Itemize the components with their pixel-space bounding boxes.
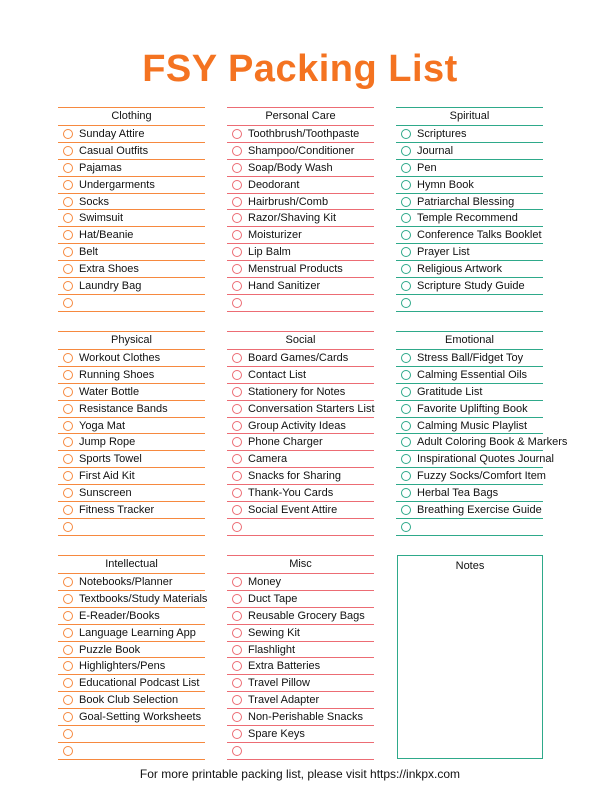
- checklist-item[interactable]: [58, 194, 205, 211]
- checkbox-circle-icon[interactable]: [232, 197, 242, 207]
- checkbox-circle-icon[interactable]: [63, 695, 73, 705]
- checkbox-circle-icon[interactable]: [401, 488, 411, 498]
- checklist-item-label: Thank-You Cards: [248, 487, 334, 500]
- checkbox-circle-icon[interactable]: [401, 281, 411, 291]
- checkbox-circle-icon[interactable]: [401, 437, 411, 447]
- checkbox-circle-icon[interactable]: [232, 129, 242, 139]
- checkbox-circle-icon[interactable]: [232, 661, 242, 671]
- checklist-item-label: Calming Essential Oils: [417, 368, 528, 381]
- checklist-item[interactable]: [227, 591, 374, 608]
- checkbox-circle-icon[interactable]: [63, 454, 73, 464]
- checklist-item-label: Sports Towel: [79, 453, 142, 466]
- checklist-item[interactable]: [58, 642, 205, 659]
- checklist-item[interactable]: [227, 434, 374, 451]
- checkbox-circle-icon[interactable]: [63, 611, 73, 621]
- checklist-item-label: Fuzzy Socks/Comfort Item: [417, 470, 546, 483]
- checkbox-circle-icon[interactable]: [63, 505, 73, 515]
- checklist-item[interactable]: [227, 502, 374, 519]
- checklist-item[interactable]: [396, 384, 543, 401]
- checklist-item[interactable]: [227, 143, 374, 160]
- checklist-item-label: Textbooks/Study Materials: [79, 592, 208, 605]
- checkbox-circle-icon[interactable]: [63, 281, 73, 291]
- checkbox-circle-icon[interactable]: [63, 678, 73, 688]
- checklist-item-label: Conference Talks Booklet: [417, 229, 542, 242]
- checklist: [58, 574, 208, 760]
- checklist-item[interactable]: [227, 244, 374, 261]
- section-heading: Personal Care: [227, 107, 374, 126]
- checklist-item-label: Belt: [79, 246, 98, 259]
- checklist-item-label: Hairbrush/Comb: [248, 195, 329, 208]
- checklist-item-label: Spare Keys: [248, 727, 305, 740]
- checklist-item-label: Board Games/Cards: [248, 351, 349, 364]
- checklist-item[interactable]: [227, 401, 374, 418]
- checklist-item-label: Soap/Body Wash: [248, 161, 333, 174]
- checkbox-circle-icon[interactable]: [232, 213, 242, 223]
- checkbox-circle-icon[interactable]: [63, 645, 73, 655]
- checkbox-circle-icon[interactable]: [63, 471, 73, 481]
- checklist-item-label: Camera: [248, 453, 288, 466]
- checklist-item[interactable]: [396, 401, 543, 418]
- checklist-item-label: Water Bottle: [79, 385, 140, 398]
- footer-text: For more printable packing list, please visit https://inkpx.com: [139, 767, 461, 781]
- checkbox-circle-icon[interactable]: [232, 146, 242, 156]
- checklist-item[interactable]: [227, 418, 374, 435]
- checklist-item-label: Razor/Shaving Kit: [248, 212, 337, 225]
- checkbox-circle-icon[interactable]: [232, 404, 242, 414]
- checklist-item[interactable]: [227, 675, 374, 692]
- checkbox-circle-icon[interactable]: [63, 370, 73, 380]
- checklist-item[interactable]: [396, 177, 543, 194]
- checkbox-circle-icon[interactable]: [232, 678, 242, 688]
- checklist-item[interactable]: [396, 367, 543, 384]
- section-social: [227, 331, 374, 536]
- checklist-item[interactable]: [58, 261, 205, 278]
- checkbox-circle-icon[interactable]: [232, 247, 242, 257]
- checklist-item[interactable]: [58, 143, 205, 160]
- checkbox-circle-icon[interactable]: [401, 197, 411, 207]
- checklist-item-label: Scriptures: [417, 127, 467, 140]
- checklist-item-label: Patriarchal Blessing: [417, 195, 515, 208]
- checkbox-circle-icon[interactable]: [63, 594, 73, 604]
- checklist-item-label: E-Reader/Books: [79, 609, 160, 622]
- checkbox-circle-icon[interactable]: [63, 712, 73, 722]
- checkbox-circle-icon[interactable]: [63, 522, 73, 532]
- checklist-item[interactable]: [58, 608, 205, 625]
- checkbox-circle-icon[interactable]: [401, 370, 411, 380]
- checkbox-circle-icon[interactable]: [63, 213, 73, 223]
- checklist-item[interactable]: [227, 451, 374, 468]
- checkbox-circle-icon[interactable]: [63, 353, 73, 363]
- section-heading: Misc: [227, 555, 374, 574]
- checklist-item-label: Scripture Study Guide: [417, 279, 525, 292]
- checklist-item-label: Extra Shoes: [79, 263, 139, 276]
- checklist-item[interactable]: [396, 434, 568, 451]
- checkbox-circle-icon[interactable]: [232, 281, 242, 291]
- checkbox-circle-icon[interactable]: [401, 421, 411, 431]
- section-personal-care: [227, 107, 374, 312]
- checklist-item[interactable]: [58, 591, 208, 608]
- checkbox-circle-icon[interactable]: [401, 146, 411, 156]
- checklist-item[interactable]: [227, 177, 374, 194]
- checkbox-circle-icon[interactable]: [401, 129, 411, 139]
- checklist-item-label: Adult Coloring Book & Markers: [417, 436, 568, 449]
- checklist-item[interactable]: [58, 519, 205, 536]
- checkbox-circle-icon[interactable]: [401, 471, 411, 481]
- checklist-item[interactable]: [227, 210, 374, 227]
- checklist-item-label: Resistance Bands: [79, 402, 168, 415]
- checkbox-circle-icon[interactable]: [63, 421, 73, 431]
- checklist-item[interactable]: [227, 726, 374, 743]
- checkbox-circle-icon[interactable]: [232, 594, 242, 604]
- checklist: [227, 574, 374, 760]
- checkbox-circle-icon[interactable]: [232, 353, 242, 363]
- checklist-item[interactable]: [396, 468, 546, 485]
- checkbox-circle-icon[interactable]: [232, 712, 242, 722]
- checklist-item-label: Social Event Attire: [248, 503, 338, 516]
- checklist-item-label: Gratitude List: [417, 385, 483, 398]
- checkbox-circle-icon[interactable]: [232, 230, 242, 240]
- section-intellectual: [58, 555, 208, 760]
- checklist-item-label: Travel Adapter: [248, 694, 320, 707]
- checklist-item[interactable]: [227, 295, 374, 312]
- checkbox-circle-icon[interactable]: [63, 298, 73, 308]
- checklist-item[interactable]: [58, 350, 205, 367]
- checkbox-circle-icon[interactable]: [63, 746, 73, 756]
- checkbox-circle-icon[interactable]: [63, 180, 73, 190]
- checklist-item[interactable]: [396, 418, 543, 435]
- checklist-item[interactable]: [58, 502, 205, 519]
- section-physical: [58, 331, 205, 536]
- checkbox-circle-icon[interactable]: [63, 129, 73, 139]
- checklist-item[interactable]: [58, 278, 205, 295]
- checklist-item[interactable]: [227, 367, 374, 384]
- checklist: [58, 350, 205, 536]
- checklist-item-label: Inspirational Quotes Journal: [417, 453, 554, 466]
- checklist-item[interactable]: [58, 160, 205, 177]
- checklist-item-label: Jump Rope: [79, 436, 136, 449]
- checkbox-circle-icon[interactable]: [401, 247, 411, 257]
- section-spiritual: [396, 107, 543, 312]
- checkbox-circle-icon[interactable]: [232, 628, 242, 638]
- checklist-item-label: Educational Podcast List: [79, 677, 200, 690]
- checklist-item-label: Undergarments: [79, 178, 155, 191]
- page-title: FSY Packing List: [142, 48, 458, 90]
- checkbox-circle-icon[interactable]: [401, 264, 411, 274]
- checklist: [227, 350, 374, 536]
- checklist-item[interactable]: [227, 278, 374, 295]
- section-emotional: [396, 331, 568, 536]
- checkbox-circle-icon[interactable]: [232, 488, 242, 498]
- checklist-item[interactable]: [227, 692, 374, 709]
- checklist-item[interactable]: [227, 350, 374, 367]
- checklist-item[interactable]: [58, 726, 205, 743]
- checklist-item-label: Pajamas: [79, 161, 122, 174]
- checklist-item-label: Flashlight: [248, 643, 296, 656]
- checklist-item-label: Puzzle Book: [79, 643, 141, 656]
- checklist-item-label: Hand Sanitizer: [248, 279, 321, 292]
- checklist-item[interactable]: [58, 434, 205, 451]
- checklist-item[interactable]: [396, 126, 543, 143]
- checklist-item-label: Highlighters/Pens: [79, 660, 166, 673]
- checkbox-circle-icon[interactable]: [401, 213, 411, 223]
- checkbox-circle-icon[interactable]: [232, 180, 242, 190]
- checklist-item[interactable]: [227, 485, 374, 502]
- checkbox-circle-icon[interactable]: [401, 404, 411, 414]
- checkbox-circle-icon[interactable]: [232, 298, 242, 308]
- checklist-item-label: Toothbrush/Toothpaste: [248, 127, 360, 140]
- section-heading: Physical: [58, 331, 205, 350]
- checklist-item[interactable]: [58, 210, 205, 227]
- checklist-item[interactable]: [58, 675, 205, 692]
- checklist-item[interactable]: [396, 485, 543, 502]
- checkbox-circle-icon[interactable]: [63, 729, 73, 739]
- checklist-item-label: Socks: [79, 195, 109, 208]
- checkbox-circle-icon[interactable]: [232, 163, 242, 173]
- checklist-item[interactable]: [227, 658, 374, 675]
- checklist-item-label: Swimsuit: [79, 212, 124, 225]
- checkbox-circle-icon[interactable]: [232, 729, 242, 739]
- checkbox-circle-icon[interactable]: [232, 505, 242, 515]
- checkbox-circle-icon[interactable]: [63, 163, 73, 173]
- checklist-item-label: Deodorant: [248, 178, 300, 191]
- checklist-item[interactable]: [396, 451, 554, 468]
- checklist-item-label: Duct Tape: [248, 592, 298, 605]
- checkbox-circle-icon[interactable]: [401, 454, 411, 464]
- checkbox-circle-icon[interactable]: [63, 488, 73, 498]
- checklist-item[interactable]: [58, 401, 205, 418]
- section-misc: [227, 555, 374, 760]
- checklist-item-label: Stress Ball/Fidget Toy: [417, 351, 524, 364]
- checklist-item-label: Sunscreen: [79, 487, 132, 500]
- checklist: [396, 350, 568, 536]
- checklist-item[interactable]: [58, 367, 205, 384]
- checkbox-circle-icon[interactable]: [232, 522, 242, 532]
- checklist: [58, 126, 205, 312]
- checklist-item-label: Lip Balm: [248, 246, 291, 259]
- checklist-item-label: First Aid Kit: [79, 470, 135, 483]
- checkbox-circle-icon[interactable]: [63, 247, 73, 257]
- checklist-item[interactable]: [227, 574, 374, 591]
- checklist-item-label: Notebooks/Planner: [79, 575, 173, 588]
- checkbox-circle-icon[interactable]: [232, 645, 242, 655]
- checklist-item[interactable]: [58, 126, 205, 143]
- checkbox-circle-icon[interactable]: [63, 264, 73, 274]
- checklist-item-label: Breathing Exercise Guide: [417, 503, 542, 516]
- checkbox-circle-icon[interactable]: [232, 421, 242, 431]
- checklist-item-label: Stationery for Notes: [248, 385, 346, 398]
- checkbox-circle-icon[interactable]: [232, 437, 242, 447]
- checkbox-circle-icon[interactable]: [232, 746, 242, 756]
- checkbox-circle-icon[interactable]: [63, 437, 73, 447]
- checklist-item[interactable]: [396, 143, 543, 160]
- checklist-item[interactable]: [396, 210, 543, 227]
- checkbox-circle-icon[interactable]: [232, 471, 242, 481]
- checklist-item[interactable]: [396, 160, 543, 177]
- checklist-item-label: Religious Artwork: [417, 263, 502, 276]
- checklist-item[interactable]: [396, 278, 543, 295]
- checklist: [396, 126, 543, 312]
- checklist-item[interactable]: [58, 384, 205, 401]
- checkbox-circle-icon[interactable]: [401, 505, 411, 515]
- checklist-item[interactable]: [58, 574, 205, 591]
- checklist-item[interactable]: [58, 743, 205, 760]
- checkbox-circle-icon[interactable]: [401, 180, 411, 190]
- checkbox-circle-icon[interactable]: [63, 628, 73, 638]
- checklist-item[interactable]: [396, 350, 543, 367]
- checkbox-circle-icon[interactable]: [63, 577, 73, 587]
- checkbox-circle-icon[interactable]: [232, 611, 242, 621]
- checkbox-circle-icon[interactable]: [63, 404, 73, 414]
- section-heading: Social: [227, 331, 374, 350]
- checklist-item[interactable]: [58, 244, 205, 261]
- checkbox-circle-icon[interactable]: [232, 264, 242, 274]
- section-heading: Intellectual: [58, 555, 205, 574]
- checklist-item-label: Conversation Starters List: [248, 402, 375, 415]
- checklist-item-label: Money: [248, 575, 282, 588]
- checklist-item-label: Language Learning App: [79, 626, 196, 639]
- checklist-item-label: Calming Music Playlist: [417, 419, 528, 432]
- checklist-item[interactable]: [58, 295, 205, 312]
- checkbox-circle-icon[interactable]: [401, 230, 411, 240]
- checklist-item[interactable]: [58, 177, 205, 194]
- section-heading: Clothing: [58, 107, 205, 126]
- checklist-item-label: Favorite Uplifting Book: [417, 402, 528, 415]
- checklist-item-label: Hat/Beanie: [79, 229, 134, 242]
- checklist-item[interactable]: [396, 261, 543, 278]
- checkbox-circle-icon[interactable]: [232, 577, 242, 587]
- checklist-item[interactable]: [58, 692, 205, 709]
- checklist-item[interactable]: [227, 194, 374, 211]
- checkbox-circle-icon[interactable]: [232, 454, 242, 464]
- checklist-item-label: Phone Charger: [248, 436, 323, 449]
- checklist-item-label: Extra Batteries: [248, 660, 321, 673]
- checklist-item-label: Reusable Grocery Bags: [248, 609, 365, 622]
- checklist-item-label: Prayer List: [417, 246, 470, 259]
- checklist-item-label: Pen: [417, 161, 437, 174]
- checkbox-circle-icon[interactable]: [401, 298, 411, 308]
- checklist-item[interactable]: [227, 126, 374, 143]
- checklist-item[interactable]: [396, 244, 543, 261]
- checklist-item-label: Journal: [417, 144, 454, 157]
- checklist-item-label: Temple Recommend: [417, 212, 518, 225]
- checklist-item-label: Yoga Mat: [79, 419, 126, 432]
- checkbox-circle-icon[interactable]: [63, 230, 73, 240]
- section-heading: Spiritual: [396, 107, 543, 126]
- checklist-item[interactable]: [396, 295, 543, 312]
- checklist-item[interactable]: [227, 261, 374, 278]
- checklist-item[interactable]: [396, 519, 543, 536]
- checkbox-circle-icon[interactable]: [63, 661, 73, 671]
- checklist-item-label: Herbal Tea Bags: [417, 487, 499, 500]
- checkbox-circle-icon[interactable]: [232, 387, 242, 397]
- checkbox-circle-icon[interactable]: [232, 370, 242, 380]
- checklist-item-label: Sewing Kit: [248, 626, 300, 639]
- checkbox-circle-icon[interactable]: [401, 522, 411, 532]
- checklist-item[interactable]: [227, 608, 374, 625]
- checklist-item-label: Non-Perishable Snacks: [248, 711, 363, 724]
- checklist-item[interactable]: [58, 658, 205, 675]
- checklist-item[interactable]: [227, 642, 374, 659]
- checklist-item[interactable]: [58, 468, 205, 485]
- checklist-item-label: Workout Clothes: [79, 351, 161, 364]
- checklist-item-label: Book Club Selection: [79, 694, 179, 707]
- checklist-item[interactable]: [227, 227, 374, 244]
- checklist-item[interactable]: [227, 625, 374, 642]
- checklist-item-label: Casual Outfits: [79, 144, 149, 157]
- checklist-item-label: Goal-Setting Worksheets: [79, 711, 202, 724]
- checklist-item-label: Snacks for Sharing: [248, 470, 341, 483]
- section-clothing: [58, 107, 205, 312]
- checkbox-circle-icon[interactable]: [401, 163, 411, 173]
- checkbox-circle-icon[interactable]: [401, 353, 411, 363]
- checklist-item[interactable]: [58, 485, 205, 502]
- checklist-item[interactable]: [227, 384, 374, 401]
- checklist-item[interactable]: [396, 227, 543, 244]
- checklist: [227, 126, 374, 312]
- checklist-item-label: Running Shoes: [79, 368, 155, 381]
- checklist-item-label: Fitness Tracker: [79, 503, 155, 516]
- checklist-item[interactable]: [396, 194, 543, 211]
- section-heading: Emotional: [396, 331, 543, 350]
- checklist-item[interactable]: [227, 519, 374, 536]
- checklist-item-label: Group Activity Ideas: [248, 419, 346, 432]
- checklist-item[interactable]: [58, 625, 205, 642]
- checklist-item[interactable]: [58, 227, 205, 244]
- checklist-item-label: Shampoo/Conditioner: [248, 144, 355, 157]
- checklist-item-label: Laundry Bag: [79, 279, 142, 292]
- checklist-item[interactable]: [227, 468, 374, 485]
- checklist-item[interactable]: [227, 743, 374, 760]
- checklist-item[interactable]: [396, 502, 543, 519]
- checklist-item[interactable]: [58, 709, 205, 726]
- checklist-item-label: Moisturizer: [248, 229, 302, 242]
- checklist-item[interactable]: [58, 451, 205, 468]
- checklist-item[interactable]: [58, 418, 205, 435]
- checklist-item-label: Menstrual Products: [248, 263, 343, 276]
- checkbox-circle-icon[interactable]: [401, 387, 411, 397]
- checklist-item[interactable]: [227, 709, 374, 726]
- checkbox-circle-icon[interactable]: [232, 695, 242, 705]
- checklist-item[interactable]: [227, 160, 374, 177]
- checkbox-circle-icon[interactable]: [63, 197, 73, 207]
- checklist-item-label: Contact List: [248, 368, 307, 381]
- notes-box[interactable]: [397, 555, 543, 759]
- checkbox-circle-icon[interactable]: [63, 387, 73, 397]
- checklist-item-label: Hymn Book: [417, 178, 474, 191]
- checklist-item-label: Sunday Attire: [79, 127, 145, 140]
- notes-heading: Notes: [455, 560, 485, 572]
- checkbox-circle-icon[interactable]: [63, 146, 73, 156]
- checklist-item-label: Travel Pillow: [248, 677, 310, 690]
